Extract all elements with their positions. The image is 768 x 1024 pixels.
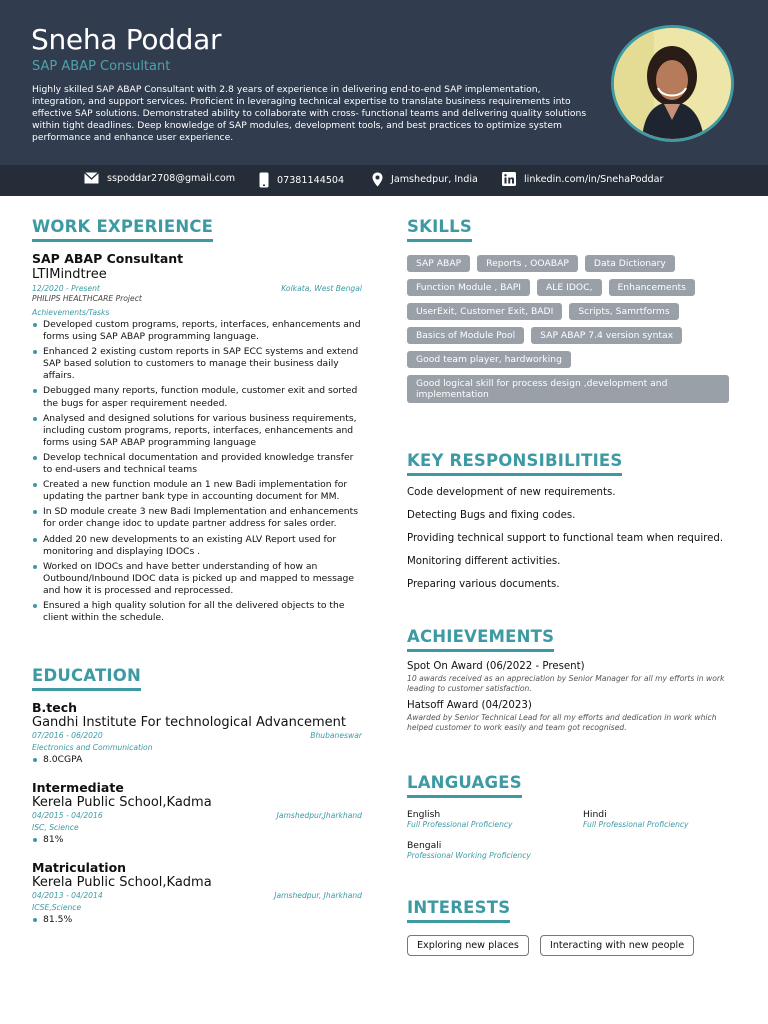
list-item: Worked on IDOCs and have better understanding of how an Outbound/Inbound IDOC data is picked up and mapped to message and how it is processed and reprocessed. <box>32 561 362 597</box>
education-section-heading <box>32 666 141 691</box>
tasks-label: Achievements/Tasks <box>32 308 110 317</box>
language-level: Professional Working Proficiency <box>407 851 531 860</box>
heading-underline <box>407 920 510 923</box>
heading-underline <box>407 473 622 476</box>
education-location: Jamshedpur, Jharkhand <box>274 891 362 901</box>
school: Kerela Public School,Kadma <box>32 875 212 891</box>
score-list <box>32 754 362 766</box>
field-of-study: ICSE,Science <box>32 903 82 913</box>
field-of-study: Electronics and Communication <box>32 743 153 752</box>
education-entry <box>32 700 362 766</box>
envelope-icon <box>84 172 99 184</box>
heading-underline <box>32 688 141 691</box>
education-dates: 04/2013 - 04/2014 <box>32 891 103 901</box>
education-meta <box>32 811 362 820</box>
skill-tag: ALE IDOC, <box>537 279 601 296</box>
language-level: Full Professional Proficiency <box>583 820 689 829</box>
skill-tag: Good team player, hardworking <box>407 351 571 368</box>
interests-section <box>407 898 737 956</box>
job-entry <box>32 251 362 624</box>
list-item: Monitoring different activities. <box>407 556 561 567</box>
project-name: PHILIPS HEALTHCARE Project <box>32 294 142 303</box>
list-item: Added 20 new developments to an existing ALV Report used for monitoring and displaying IDOCs . <box>32 534 362 558</box>
language-list <box>407 809 737 869</box>
achievements-section-heading <box>407 627 554 652</box>
list-item: 8.0CGPA <box>32 754 362 766</box>
list-item: Enhanced 2 existing custom reports in SAP ECC systems and extend SAP based solution to customers to manage their business daily affairs. <box>32 346 362 382</box>
profile-summary: Highly skilled SAP ABAP Consultant with 2.8 years of experience in delivering end-to-end SAP implementation, integration, and support services. Proficient in leveraging technical expertise to translate business requirements into effective SAP solutions. Demonstrated ability to collaborate with cross- functional teams and delivering quality solutions within tight deadlines. Deep knowledge of SAP modules, development tools, and best practices to optimize system performance and enhance user experience. <box>32 84 587 144</box>
education-dates: 04/2015 - 04/2016 <box>32 811 103 821</box>
list-item: 81.5% <box>32 914 362 926</box>
achievement-entry <box>407 700 737 732</box>
skill-tag: UserExit, Customer Exit, BADI <box>407 303 562 320</box>
resume-header <box>0 0 768 165</box>
heading-underline <box>407 649 554 652</box>
interest-tags <box>407 933 737 956</box>
interest-tag: Interacting with new people <box>540 935 694 956</box>
job-meta <box>32 284 362 293</box>
job-title: SAP ABAP Consultant <box>32 251 184 266</box>
education-heading: EDUCATION <box>32 666 141 685</box>
linkedin-icon <box>502 172 516 186</box>
achievement-title: Spot On Award (06/2022 - Present) <box>407 661 585 672</box>
language-level: Full Professional Proficiency <box>407 820 513 829</box>
heading-underline <box>32 239 213 242</box>
contact-phone[interactable] <box>259 172 344 188</box>
degree: Intermediate <box>32 780 124 796</box>
phone-icon <box>259 172 269 188</box>
list-item: Providing technical support to functional team when required. <box>407 533 724 544</box>
task-list <box>32 319 362 624</box>
degree: B.tech <box>32 700 78 715</box>
location-text: Jamshedpur, India <box>391 174 478 185</box>
company-name: LTIMindtree <box>32 267 107 282</box>
field-of-study: ISC, Science <box>32 823 79 833</box>
contact-location <box>372 172 478 187</box>
achievement-description: 10 awards received as an appreciation by Senior Manager for all my efforts in work leading to customer satisfaction. <box>407 674 725 693</box>
languages-section <box>407 773 737 869</box>
contact-bar <box>0 165 768 196</box>
language-entry <box>583 809 689 829</box>
education-meta <box>32 891 362 900</box>
languages-heading: LANGUAGES <box>407 773 522 792</box>
left-column <box>32 217 362 624</box>
candidate-name: Sneha Poddar <box>31 23 222 56</box>
list-item: Code development of new requirements. <box>407 487 616 498</box>
list-item: Created a new function module an 1 new Badi implementation for updating the partner bank type in accounting document for MM. <box>32 479 362 503</box>
achievement-entry <box>407 661 737 693</box>
achievements-section <box>407 627 737 732</box>
skill-tag: Enhancements <box>609 279 695 296</box>
work-experience-heading: WORK EXPERIENCE <box>32 217 214 236</box>
list-item: Develop technical documentation and provided knowledge transfer to end-users and technical teams <box>32 452 362 476</box>
linkedin-text: linkedin.com/in/SnehaPoddar <box>524 173 664 185</box>
contact-linkedin[interactable] <box>502 172 663 186</box>
candidate-role: SAP ABAP Consultant <box>32 59 171 74</box>
score-list <box>32 834 362 846</box>
education-entry <box>32 860 362 926</box>
language-name: Hindi <box>583 809 607 820</box>
language-name: English <box>407 809 441 820</box>
heading-underline <box>407 239 472 242</box>
list-item: Preparing various documents. <box>407 579 560 590</box>
skill-tag: SAP ABAP <box>407 255 470 272</box>
skills-section <box>407 217 737 403</box>
language-name: Bengali <box>407 840 442 851</box>
degree: Matriculation <box>32 860 127 876</box>
skill-tags <box>407 255 732 403</box>
interest-tag: Exploring new places <box>407 935 529 956</box>
responsibilities-heading: KEY RESPONSIBILITIES <box>407 451 623 470</box>
languages-section-heading <box>407 773 522 798</box>
work-experience-section-heading <box>32 217 213 242</box>
contact-email[interactable] <box>84 172 235 184</box>
skill-tag: SAP ABAP 7.4 version syntax <box>531 327 682 344</box>
school: Kerela Public School,Kadma <box>32 795 212 811</box>
email-text: sspoddar2708@gmail.com <box>107 172 236 184</box>
school: Gandhi Institute For technological Advancement <box>32 715 346 730</box>
list-item: Analysed and designed solutions for various business requirements, including custom programs, reports, interfaces, enhancements and forms using SAP ABAP programming language <box>32 413 362 449</box>
education-meta <box>32 731 362 740</box>
skill-tag: Reports , OOABAP <box>477 255 578 272</box>
skills-heading: SKILLS <box>407 217 472 236</box>
skill-tag: Data Dictionary <box>585 255 675 272</box>
score-list <box>32 914 362 926</box>
job-dates: 12/2020 - Present <box>32 284 100 293</box>
responsibilities-section-heading <box>407 451 622 476</box>
list-item: Detecting Bugs and fixing codes. <box>407 510 576 521</box>
profile-photo <box>611 25 734 142</box>
list-item: Debugged many reports, function module, customer exit and sorted the bugs for asper requirement needed. <box>32 385 362 409</box>
skill-tag: Scripts, Samrtforms <box>569 303 678 320</box>
list-item: In SD module create 3 new Badi Implementation and enhancements for order change idoc to update partner address for sales order. <box>32 506 362 530</box>
responsibilities-list <box>407 487 737 590</box>
interests-section-heading <box>407 898 510 923</box>
language-entry <box>407 840 531 860</box>
phone-text: 07381144504 <box>277 174 345 186</box>
education-location: Jamshedpur,Jharkhand <box>276 811 362 821</box>
skill-tag: Basics of Module Pool <box>407 327 524 344</box>
responsibilities-section <box>407 451 737 602</box>
skill-tag: Function Module , BAPI <box>407 279 530 296</box>
skills-section-heading <box>407 217 472 242</box>
education-section <box>32 666 362 926</box>
education-dates: 07/2016 - 06/2020 <box>32 731 103 740</box>
job-location: Kolkata, West Bengal <box>281 284 362 293</box>
education-entry <box>32 780 362 846</box>
list-item: Ensured a high quality solution for all the delivered objects to the client within the schedule. <box>32 600 362 624</box>
language-entry <box>407 809 513 829</box>
skill-tag: Good logical skill for process design ,development and implementation <box>407 375 729 403</box>
achievement-description: Awarded by Senior Technical Lead for all my efforts and dedication in work which helped customer to work easily and team got recognised. <box>407 713 717 732</box>
education-location: Bhubaneswar <box>310 731 362 740</box>
achievements-heading: ACHIEVEMENTS <box>407 627 555 646</box>
interests-heading: INTERESTS <box>407 898 511 917</box>
heading-underline <box>407 795 522 798</box>
achievement-title: Hatsoff Award (04/2023) <box>407 700 532 712</box>
location-pin-icon <box>372 172 383 187</box>
list-item: Developed custom programs, reports, interfaces, enhancements and forms using SAP ABAP programming language. <box>32 319 362 343</box>
list-item: 81% <box>32 834 362 846</box>
